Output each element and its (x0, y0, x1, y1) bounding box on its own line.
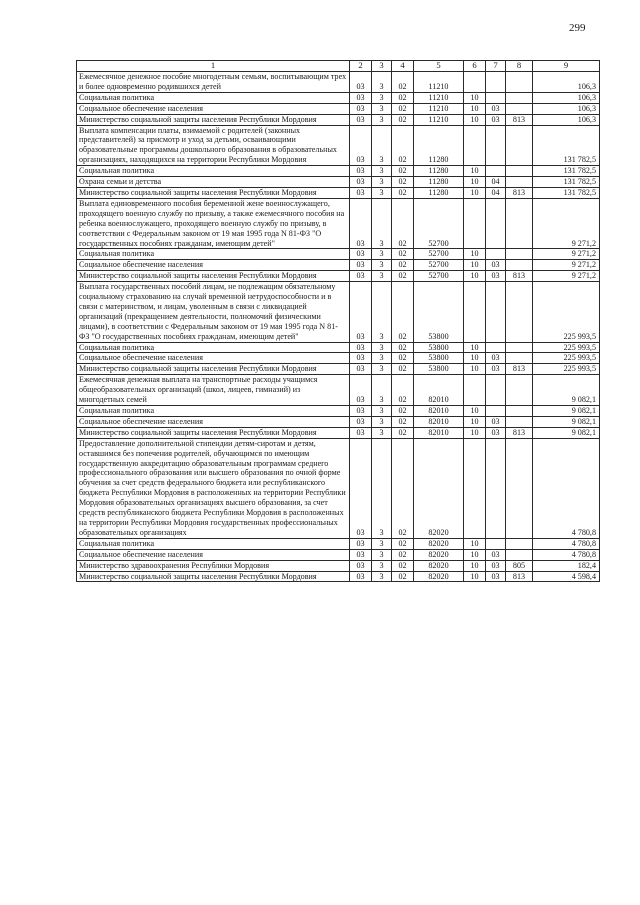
cell-ministry-code (506, 282, 533, 342)
cell-col4: 02 (392, 571, 414, 582)
cell-col4: 02 (392, 375, 414, 406)
cell-ministry-code (506, 103, 533, 114)
table-row (77, 416, 600, 427)
cell-section: 10 (464, 416, 486, 427)
cell-section: 10 (464, 342, 486, 353)
cell-description: Ежемесячное денежное пособие многодетным семьям, воспитывающим трех и более одновременно родившихся детей (77, 72, 350, 93)
cell-section (464, 282, 486, 342)
cell-description: Охрана семьи и детства (77, 177, 350, 188)
cell-section: 10 (464, 549, 486, 560)
cell-subsection: 03 (486, 571, 506, 582)
cell-target-article: 82010 (414, 427, 464, 438)
cell-section: 10 (464, 406, 486, 417)
cell-subsection: 03 (486, 114, 506, 125)
cell-target-article: 82020 (414, 571, 464, 582)
table-row (77, 249, 600, 260)
table-row (77, 166, 600, 177)
cell-col4: 02 (392, 353, 414, 364)
table-row (77, 198, 600, 249)
table-row (77, 560, 600, 571)
cell-amount: 9 082,1 (533, 406, 600, 417)
cell-target-article: 82010 (414, 406, 464, 417)
cell-ministry-code: 813 (506, 271, 533, 282)
cell-section: 10 (464, 92, 486, 103)
cell-col2: 03 (350, 187, 372, 198)
cell-description: Министерство социальной защиты населения Республики Мордовия (77, 187, 350, 198)
cell-col4: 02 (392, 92, 414, 103)
cell-col4: 02 (392, 549, 414, 560)
cell-ministry-code (506, 125, 533, 166)
cell-col4: 02 (392, 114, 414, 125)
cell-col4: 02 (392, 282, 414, 342)
cell-amount: 4 780,8 (533, 538, 600, 549)
table-row (77, 538, 600, 549)
cell-col3: 3 (372, 72, 392, 93)
cell-subsection (486, 198, 506, 249)
cell-description: Министерство социальной защиты населения Республики Мордовия (77, 271, 350, 282)
cell-amount: 225 993,5 (533, 342, 600, 353)
cell-col3: 3 (372, 282, 392, 342)
cell-section: 10 (464, 353, 486, 364)
cell-col4: 02 (392, 416, 414, 427)
cell-section (464, 198, 486, 249)
cell-subsection: 03 (486, 353, 506, 364)
cell-ministry-code (506, 438, 533, 538)
cell-subsection (486, 538, 506, 549)
column-header: 6 (464, 61, 486, 72)
column-header: 5 (414, 61, 464, 72)
cell-ministry-code (506, 549, 533, 560)
cell-subsection (486, 249, 506, 260)
cell-target-article: 52700 (414, 260, 464, 271)
cell-section: 10 (464, 364, 486, 375)
cell-col4: 02 (392, 260, 414, 271)
cell-col3: 3 (372, 125, 392, 166)
cell-col4: 02 (392, 198, 414, 249)
cell-subsection (486, 375, 506, 406)
cell-subsection: 03 (486, 260, 506, 271)
cell-col3: 3 (372, 538, 392, 549)
table-row (77, 271, 600, 282)
cell-section (464, 125, 486, 166)
cell-subsection (486, 342, 506, 353)
cell-description: Выплата государственных пособий лицам, не подлежащим обязательному социальному страхованию на случай временной нетрудоспособности и в связи с материнством, и лицам, уволенным в связи с ликвидацией организаций (прекращением деятельности, полномочий физическими лицами), в соответствии с Федеральным законом от 19 мая 1995 года N 81-ФЗ "О государственных пособиях гражданам, имеющим детей" (77, 282, 350, 342)
cell-description: Министерство социальной защиты населения Республики Мордовия (77, 364, 350, 375)
cell-subsection (486, 72, 506, 93)
cell-amount: 106,3 (533, 72, 600, 93)
cell-description: Социальная политика (77, 249, 350, 260)
cell-col4: 02 (392, 438, 414, 538)
cell-amount: 182,4 (533, 560, 600, 571)
cell-description: Выплата компенсации платы, взимаемой с родителей (законных представителей) за присмотр и уход за детьми, осваивающими образовательные программы дошкольного образования в образовательных организациях, находящихся на территории Республики Мордовия (77, 125, 350, 166)
cell-col3: 3 (372, 549, 392, 560)
column-header: 1 (77, 61, 350, 72)
cell-ministry-code: 813 (506, 187, 533, 198)
cell-col3: 3 (372, 198, 392, 249)
cell-col2: 03 (350, 375, 372, 406)
cell-target-article: 52700 (414, 198, 464, 249)
cell-ministry-code (506, 177, 533, 188)
table-row (77, 571, 600, 582)
cell-description: Министерство социальной защиты населения Республики Мордовия (77, 114, 350, 125)
column-header: 4 (392, 61, 414, 72)
cell-amount: 225 993,5 (533, 364, 600, 375)
cell-col2: 03 (350, 114, 372, 125)
cell-ministry-code (506, 92, 533, 103)
cell-ministry-code (506, 375, 533, 406)
cell-amount: 131 782,5 (533, 166, 600, 177)
cell-ministry-code: 813 (506, 114, 533, 125)
cell-ministry-code (506, 416, 533, 427)
cell-amount: 131 782,5 (533, 125, 600, 166)
cell-target-article: 53800 (414, 282, 464, 342)
cell-col3: 3 (372, 271, 392, 282)
cell-amount: 106,3 (533, 103, 600, 114)
cell-col2: 03 (350, 103, 372, 114)
cell-ministry-code (506, 406, 533, 417)
table-row (77, 114, 600, 125)
cell-col3: 3 (372, 187, 392, 198)
cell-col4: 02 (392, 271, 414, 282)
cell-description: Социальная политика (77, 406, 350, 417)
table-row (77, 187, 600, 198)
cell-ministry-code (506, 538, 533, 549)
cell-ministry-code: 805 (506, 560, 533, 571)
cell-col3: 3 (372, 438, 392, 538)
cell-col2: 03 (350, 549, 372, 560)
column-header: 3 (372, 61, 392, 72)
cell-col4: 02 (392, 125, 414, 166)
cell-section: 10 (464, 166, 486, 177)
cell-col2: 03 (350, 416, 372, 427)
cell-amount: 4 598,4 (533, 571, 600, 582)
cell-col2: 03 (350, 260, 372, 271)
cell-description: Социальное обеспечение населения (77, 353, 350, 364)
cell-amount: 225 993,5 (533, 282, 600, 342)
cell-subsection: 03 (486, 416, 506, 427)
column-header: 2 (350, 61, 372, 72)
cell-col2: 03 (350, 271, 372, 282)
cell-col3: 3 (372, 177, 392, 188)
cell-col4: 02 (392, 342, 414, 353)
cell-ministry-code (506, 249, 533, 260)
cell-description: Социальное обеспечение населения (77, 549, 350, 560)
cell-subsection: 03 (486, 364, 506, 375)
cell-subsection (486, 166, 506, 177)
cell-col4: 02 (392, 364, 414, 375)
cell-description: Выплата единовременного пособия беременной жене военнослужащего, проходящего военную службу по призыву, а также ежемесячного пособия на ребенка военнослужащего, проходящего военную службу по призыву, в соответствии с Федеральным законом от 19 мая 1995 года N 81-ФЗ "О государственных пособиях гражданам, имеющим детей" (77, 198, 350, 249)
cell-description: Социальная политика (77, 92, 350, 103)
cell-col4: 02 (392, 427, 414, 438)
table-row (77, 406, 600, 417)
page-number: 299 (569, 22, 586, 34)
cell-subsection (486, 406, 506, 417)
budget-table (76, 60, 600, 582)
cell-section (464, 438, 486, 538)
cell-amount: 225 993,5 (533, 353, 600, 364)
cell-col3: 3 (372, 342, 392, 353)
cell-section: 10 (464, 538, 486, 549)
cell-target-article: 11210 (414, 114, 464, 125)
cell-ministry-code (506, 353, 533, 364)
cell-section (464, 72, 486, 93)
cell-col2: 03 (350, 353, 372, 364)
column-header: 7 (486, 61, 506, 72)
table-row (77, 353, 600, 364)
cell-amount: 106,3 (533, 114, 600, 125)
cell-subsection (486, 282, 506, 342)
cell-col4: 02 (392, 103, 414, 114)
cell-subsection: 03 (486, 271, 506, 282)
cell-col3: 3 (372, 416, 392, 427)
table-row (77, 364, 600, 375)
cell-col2: 03 (350, 438, 372, 538)
cell-ministry-code (506, 260, 533, 271)
cell-target-article: 53800 (414, 364, 464, 375)
cell-description: Социальное обеспечение населения (77, 103, 350, 114)
cell-col4: 02 (392, 406, 414, 417)
cell-amount: 4 780,8 (533, 438, 600, 538)
cell-section: 10 (464, 427, 486, 438)
cell-ministry-code: 813 (506, 571, 533, 582)
table-row (77, 92, 600, 103)
cell-section: 10 (464, 560, 486, 571)
cell-col2: 03 (350, 427, 372, 438)
cell-col2: 03 (350, 198, 372, 249)
cell-ministry-code: 813 (506, 364, 533, 375)
cell-amount: 9 271,2 (533, 271, 600, 282)
cell-col2: 03 (350, 92, 372, 103)
cell-col4: 02 (392, 560, 414, 571)
cell-target-article: 52700 (414, 249, 464, 260)
cell-description: Социальное обеспечение населения (77, 260, 350, 271)
cell-ministry-code: 813 (506, 427, 533, 438)
cell-section (464, 375, 486, 406)
cell-section: 10 (464, 114, 486, 125)
cell-col2: 03 (350, 560, 372, 571)
cell-ministry-code (506, 72, 533, 93)
cell-target-article: 11280 (414, 125, 464, 166)
cell-section: 10 (464, 260, 486, 271)
cell-col2: 03 (350, 342, 372, 353)
column-header: 9 (533, 61, 600, 72)
cell-target-article: 53800 (414, 342, 464, 353)
cell-section: 10 (464, 571, 486, 582)
cell-col3: 3 (372, 353, 392, 364)
cell-col4: 02 (392, 72, 414, 93)
cell-description: Министерство здравоохранения Республики Мордовия (77, 560, 350, 571)
cell-subsection (486, 125, 506, 166)
cell-subsection: 03 (486, 549, 506, 560)
table-row (77, 72, 600, 93)
cell-target-article: 11210 (414, 72, 464, 93)
cell-amount: 106,3 (533, 92, 600, 103)
cell-subsection: 03 (486, 427, 506, 438)
cell-description: Социальная политика (77, 342, 350, 353)
cell-target-article: 82020 (414, 560, 464, 571)
cell-section: 10 (464, 177, 486, 188)
table-row (77, 103, 600, 114)
cell-target-article: 82010 (414, 416, 464, 427)
cell-col4: 02 (392, 249, 414, 260)
cell-target-article: 52700 (414, 271, 464, 282)
cell-col2: 03 (350, 166, 372, 177)
table-row (77, 282, 600, 342)
cell-amount: 9 271,2 (533, 249, 600, 260)
cell-col2: 03 (350, 571, 372, 582)
table-row (77, 427, 600, 438)
cell-subsection: 04 (486, 187, 506, 198)
cell-subsection (486, 92, 506, 103)
cell-description: Предоставление дополнительной стипендии детям-сиротам и детям, оставшимся без попечения родителей, обучающимся по имеющим государственную аккредитацию образовательным программам среднего профессионального образования или высшего образования по очной форме обучения за счет средств федерального бюджета или республиканского бюджета Республики Мордовия в расположенных на территории Республики Мордовия образовательных организациях высшего образования, за счет средств республиканского бюджета Республики Мордовия в расположенных на территории Республики Мордовия государственных профессиональных образовательных организациях (77, 438, 350, 538)
cell-amount: 9 082,1 (533, 427, 600, 438)
cell-amount: 131 782,5 (533, 187, 600, 198)
cell-section: 10 (464, 249, 486, 260)
table-row (77, 438, 600, 538)
table-row (77, 342, 600, 353)
cell-amount: 131 782,5 (533, 177, 600, 188)
cell-col3: 3 (372, 560, 392, 571)
cell-target-article: 11210 (414, 92, 464, 103)
cell-amount: 9 271,2 (533, 260, 600, 271)
cell-col2: 03 (350, 177, 372, 188)
cell-col2: 03 (350, 364, 372, 375)
cell-subsection (486, 438, 506, 538)
cell-description: Министерство социальной защиты населения Республики Мордовия (77, 427, 350, 438)
cell-col3: 3 (372, 103, 392, 114)
table-row (77, 177, 600, 188)
table-row (77, 125, 600, 166)
cell-description: Социальное обеспечение населения (77, 416, 350, 427)
cell-col3: 3 (372, 114, 392, 125)
cell-amount: 4 780,8 (533, 549, 600, 560)
cell-col4: 02 (392, 166, 414, 177)
cell-col3: 3 (372, 249, 392, 260)
cell-col3: 3 (372, 571, 392, 582)
cell-description: Социальная политика (77, 538, 350, 549)
cell-description: Социальная политика (77, 166, 350, 177)
cell-col3: 3 (372, 427, 392, 438)
column-header: 8 (506, 61, 533, 72)
cell-col3: 3 (372, 92, 392, 103)
cell-target-article: 53800 (414, 353, 464, 364)
cell-amount: 9 082,1 (533, 375, 600, 406)
cell-col2: 03 (350, 125, 372, 166)
cell-amount: 9 082,1 (533, 416, 600, 427)
cell-col2: 03 (350, 249, 372, 260)
cell-col4: 02 (392, 538, 414, 549)
cell-description: Министерство социальной защиты населения Республики Мордовия (77, 571, 350, 582)
cell-subsection: 03 (486, 560, 506, 571)
cell-ministry-code (506, 166, 533, 177)
cell-col3: 3 (372, 406, 392, 417)
cell-target-article: 82020 (414, 549, 464, 560)
cell-col3: 3 (372, 364, 392, 375)
table-row (77, 375, 600, 406)
cell-description: Ежемесячная денежная выплата на транспортные расходы учащимся общеобразовательных организаций (школ, лицеев, гимназий) из многодетных семей (77, 375, 350, 406)
cell-target-article: 11280 (414, 177, 464, 188)
cell-target-article: 82020 (414, 438, 464, 538)
table-row (77, 260, 600, 271)
cell-col3: 3 (372, 166, 392, 177)
cell-col3: 3 (372, 260, 392, 271)
cell-col2: 03 (350, 538, 372, 549)
cell-ministry-code (506, 198, 533, 249)
cell-section: 10 (464, 271, 486, 282)
cell-section: 10 (464, 103, 486, 114)
cell-amount: 9 271,2 (533, 198, 600, 249)
cell-ministry-code (506, 342, 533, 353)
cell-target-article: 82010 (414, 375, 464, 406)
cell-col3: 3 (372, 375, 392, 406)
header-row (77, 61, 600, 72)
cell-col4: 02 (392, 177, 414, 188)
table-row (77, 549, 600, 560)
cell-target-article: 82020 (414, 538, 464, 549)
cell-subsection: 04 (486, 177, 506, 188)
cell-col2: 03 (350, 282, 372, 342)
cell-target-article: 11280 (414, 187, 464, 198)
cell-col2: 03 (350, 72, 372, 93)
cell-target-article: 11210 (414, 103, 464, 114)
cell-col4: 02 (392, 187, 414, 198)
cell-col2: 03 (350, 406, 372, 417)
cell-section: 10 (464, 187, 486, 198)
cell-target-article: 11280 (414, 166, 464, 177)
cell-subsection: 03 (486, 103, 506, 114)
